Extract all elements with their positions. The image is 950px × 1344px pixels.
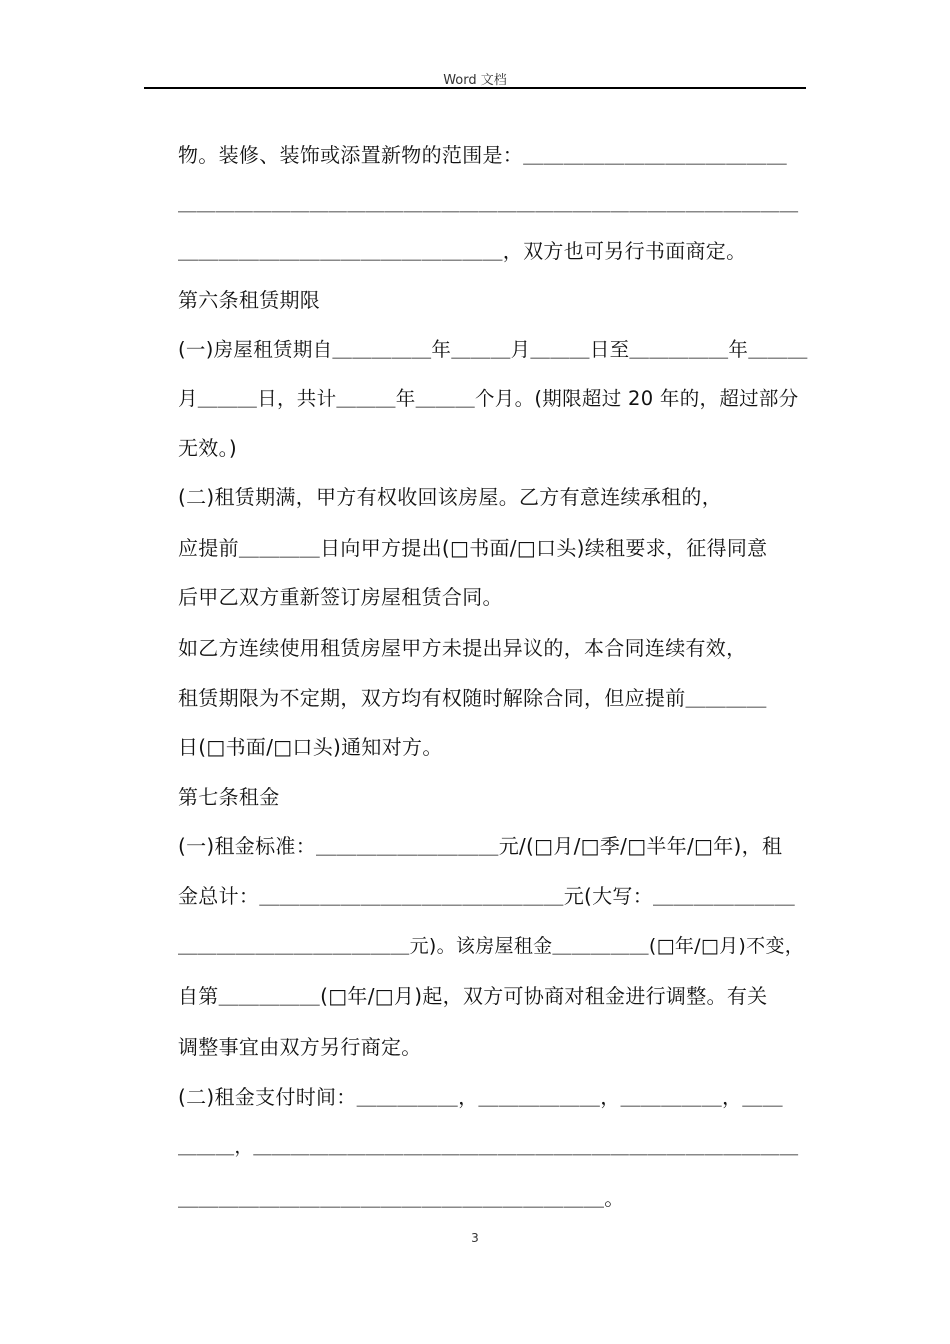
page-number: 3	[471, 1231, 479, 1245]
text-line: ＿＿＿＿＿＿＿＿＿＿＿＿＿＿＿＿，双方也可另行书面商定。	[178, 239, 747, 263]
text-line: 物。装修、装饰或添置新物的范围是：＿＿＿＿＿＿＿＿＿＿＿＿＿	[178, 143, 787, 167]
section-heading: 第七条租金	[178, 785, 280, 809]
text-line: (一)房屋租赁期自＿＿＿＿＿年＿＿＿月＿＿＿日至＿＿＿＿＿年＿＿＿	[178, 338, 808, 361]
text-line: (二)租赁期满，甲方有权收回该房屋。乙方有意连续承租的，	[178, 485, 723, 509]
page-header-title: Word 文档	[443, 73, 507, 88]
text-line: 金总计：＿＿＿＿＿＿＿＿＿＿＿＿＿＿＿元(大写：＿＿＿＿＿＿＿	[178, 884, 796, 908]
text-line: 月＿＿＿日，共计＿＿＿年＿＿＿个月。(期限超过 20 年的，超过部分	[178, 387, 799, 410]
header-divider	[144, 87, 806, 89]
text-line: 日(□书面/□口头)通知对方。	[178, 735, 443, 759]
text-line: 后甲乙双方重新签订房屋租赁合同。	[178, 585, 503, 609]
text-line: ＿＿＿＿＿＿＿＿＿＿＿＿元)。该房屋租金＿＿＿＿＿(□年/□月)不变，	[178, 935, 805, 957]
text-line: 自第＿＿＿＿＿(□年/□月)起，双方可协商对租金进行调整。有关	[178, 984, 768, 1008]
section-heading: 第六条租赁期限	[178, 288, 321, 312]
text-line: 应提前＿＿＿＿日向甲方提出(□书面/□口头)续租要求，征得同意	[178, 536, 768, 560]
text-line: (一)租金标准：＿＿＿＿＿＿＿＿＿元/(□月/□季/□半年/□年)，租	[178, 834, 783, 858]
text-line: 调整事宜由双方另行商定。	[178, 1035, 422, 1059]
text-line: ＿＿＿＿＿＿＿＿＿＿＿＿＿＿＿＿＿＿＿＿＿＿＿＿＿＿＿＿＿＿＿＿＿	[178, 194, 799, 215]
text-line: 如乙方连续使用租赁房屋甲方未提出异议的，本合同连续有效，	[178, 636, 747, 660]
text-line: (二)租金支付时间：＿＿＿＿＿，＿＿＿＿＿＿，＿＿＿＿＿，＿＿	[178, 1085, 783, 1109]
text-line: 租赁期限为不定期，双方均有权随时解除合同，但应提前＿＿＿＿	[178, 686, 767, 710]
text-line: 无效。)	[178, 436, 238, 460]
text-line: ＿＿＿＿＿＿＿＿＿＿＿＿＿＿＿＿＿＿＿＿＿。	[178, 1186, 625, 1210]
text-line: ＿＿＿，＿＿＿＿＿＿＿＿＿＿＿＿＿＿＿＿＿＿＿＿＿＿＿＿＿＿＿＿＿	[178, 1137, 799, 1158]
